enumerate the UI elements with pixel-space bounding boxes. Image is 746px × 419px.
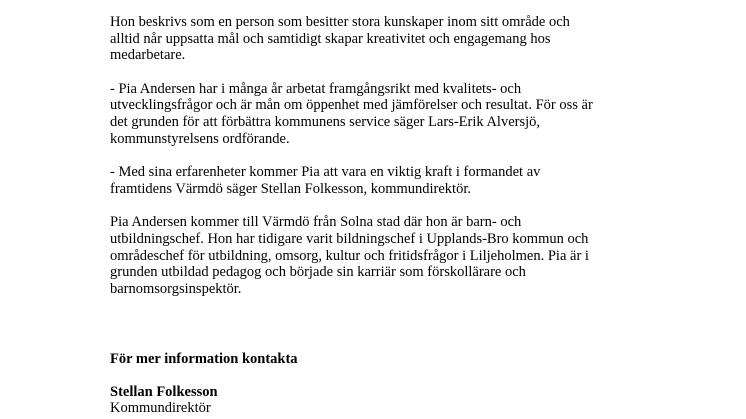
article-body: [110, 14, 650, 314]
paragraph-quote-director: [110, 164, 650, 197]
paragraph-description: [110, 14, 650, 64]
text-line: utvecklingsfrågor och är mån om öppenhet med jämförelser och resultat. För oss är: [110, 97, 593, 114]
text-line: - Pia Andersen har i många år arbetat framgångsrikt med kvalitets- och: [110, 80, 522, 97]
text-line: Hon beskrivs som en person som besitter stora kunskaper inom sitt område och: [110, 14, 570, 30]
paragraph-background: [110, 214, 650, 297]
contact-name: Stellan Folkesson: [110, 384, 218, 400]
text-line: utbildningschef. Hon har tidigare varit bildningschef i Upplands-Bro kommun och: [110, 230, 589, 247]
text-line: barnomsorgsinspektör.: [110, 280, 242, 297]
contact-heading: För mer information kontakta: [110, 351, 298, 367]
text-line: grunden utbildad pedagog och började sin karriär som förskollärare och: [110, 264, 526, 281]
text-line: - Med sina erfarenheter kommer Pia att vara en viktig kraft i formandet av: [110, 164, 541, 181]
text-line: områdeschef för utbildning, omsorg, kultur och fritidsfrågor i Liljeholmen. Pia är i: [110, 247, 589, 264]
contact-title: Kommundirektör: [110, 400, 211, 416]
text-line: Pia Andersen kommer till Värmdö från Solna stad där hon är barn- och: [110, 214, 522, 231]
text-line: det grunden för att förbättra kommunens service säger Lars-Erik Alversjö,: [110, 113, 541, 130]
text-line: framtidens Värmdö säger Stellan Folkesson, kommundirektör.: [110, 180, 471, 197]
text-line: kommunstyrelsens ordförande.: [110, 130, 290, 147]
text-line: medarbetare.: [110, 47, 186, 64]
paragraph-quote-chairman: [110, 81, 650, 147]
text-line: alltid når uppsatta mål och samtidigt skapar kreativitet och engagemang hos: [110, 30, 551, 47]
